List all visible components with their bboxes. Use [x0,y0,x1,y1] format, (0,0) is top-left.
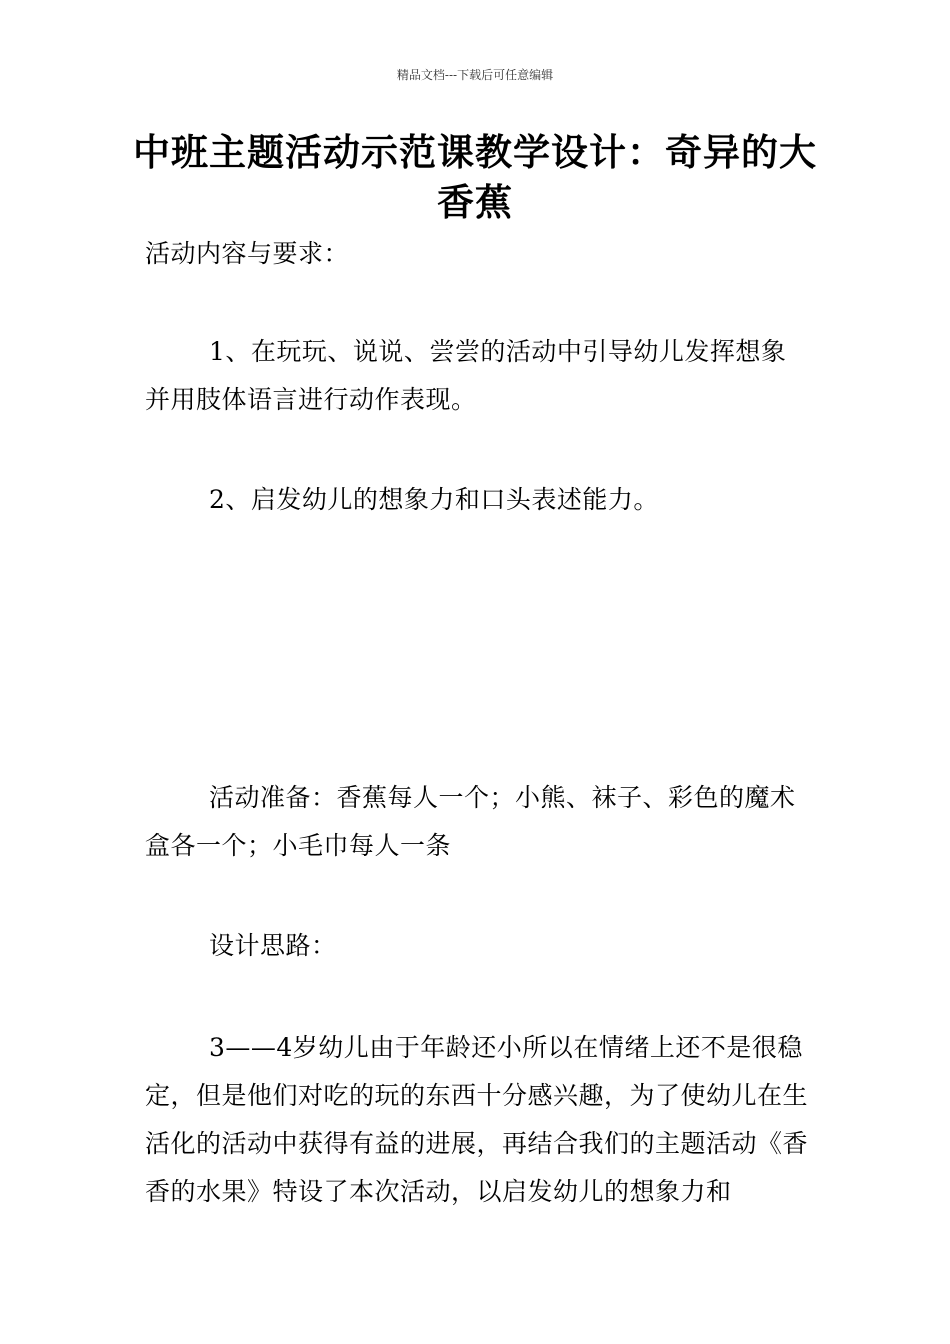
document-header-note: 精品文档---下载后可任意编辑 [396,68,554,82]
content-requirements-heading: 活动内容与要求： [145,239,350,268]
design-thinking-heading: 设计思路： [209,931,337,960]
requirement-item-1: 1、在玩玩、说说、尝尝的活动中引导幼儿发挥想象并用肢体语言进行动作表现。 [145,337,787,414]
activity-preparation-paragraph: 活动准备：香蕉每人一个；小熊、袜子、彩色的魔术盒各一个；小毛巾每人一条 [145,783,796,860]
requirement-item-2: 2、启发幼儿的想象力和口头表述能力。 [209,485,659,514]
document-title: 中班主题活动示范课教学设计：奇异的大香蕉 [133,131,817,224]
design-thinking-paragraph: 3——4岁幼儿由于年龄还小所以在情绪上还不是很稳定，但是他们对吃的玩的东西十分感兴趣，为了使幼儿在生活化的活动中获得有益的进展，再结合我们的主题活动《香香的水果》特设了本次活动，以启发幼儿的想象力和 [145,1033,809,1206]
